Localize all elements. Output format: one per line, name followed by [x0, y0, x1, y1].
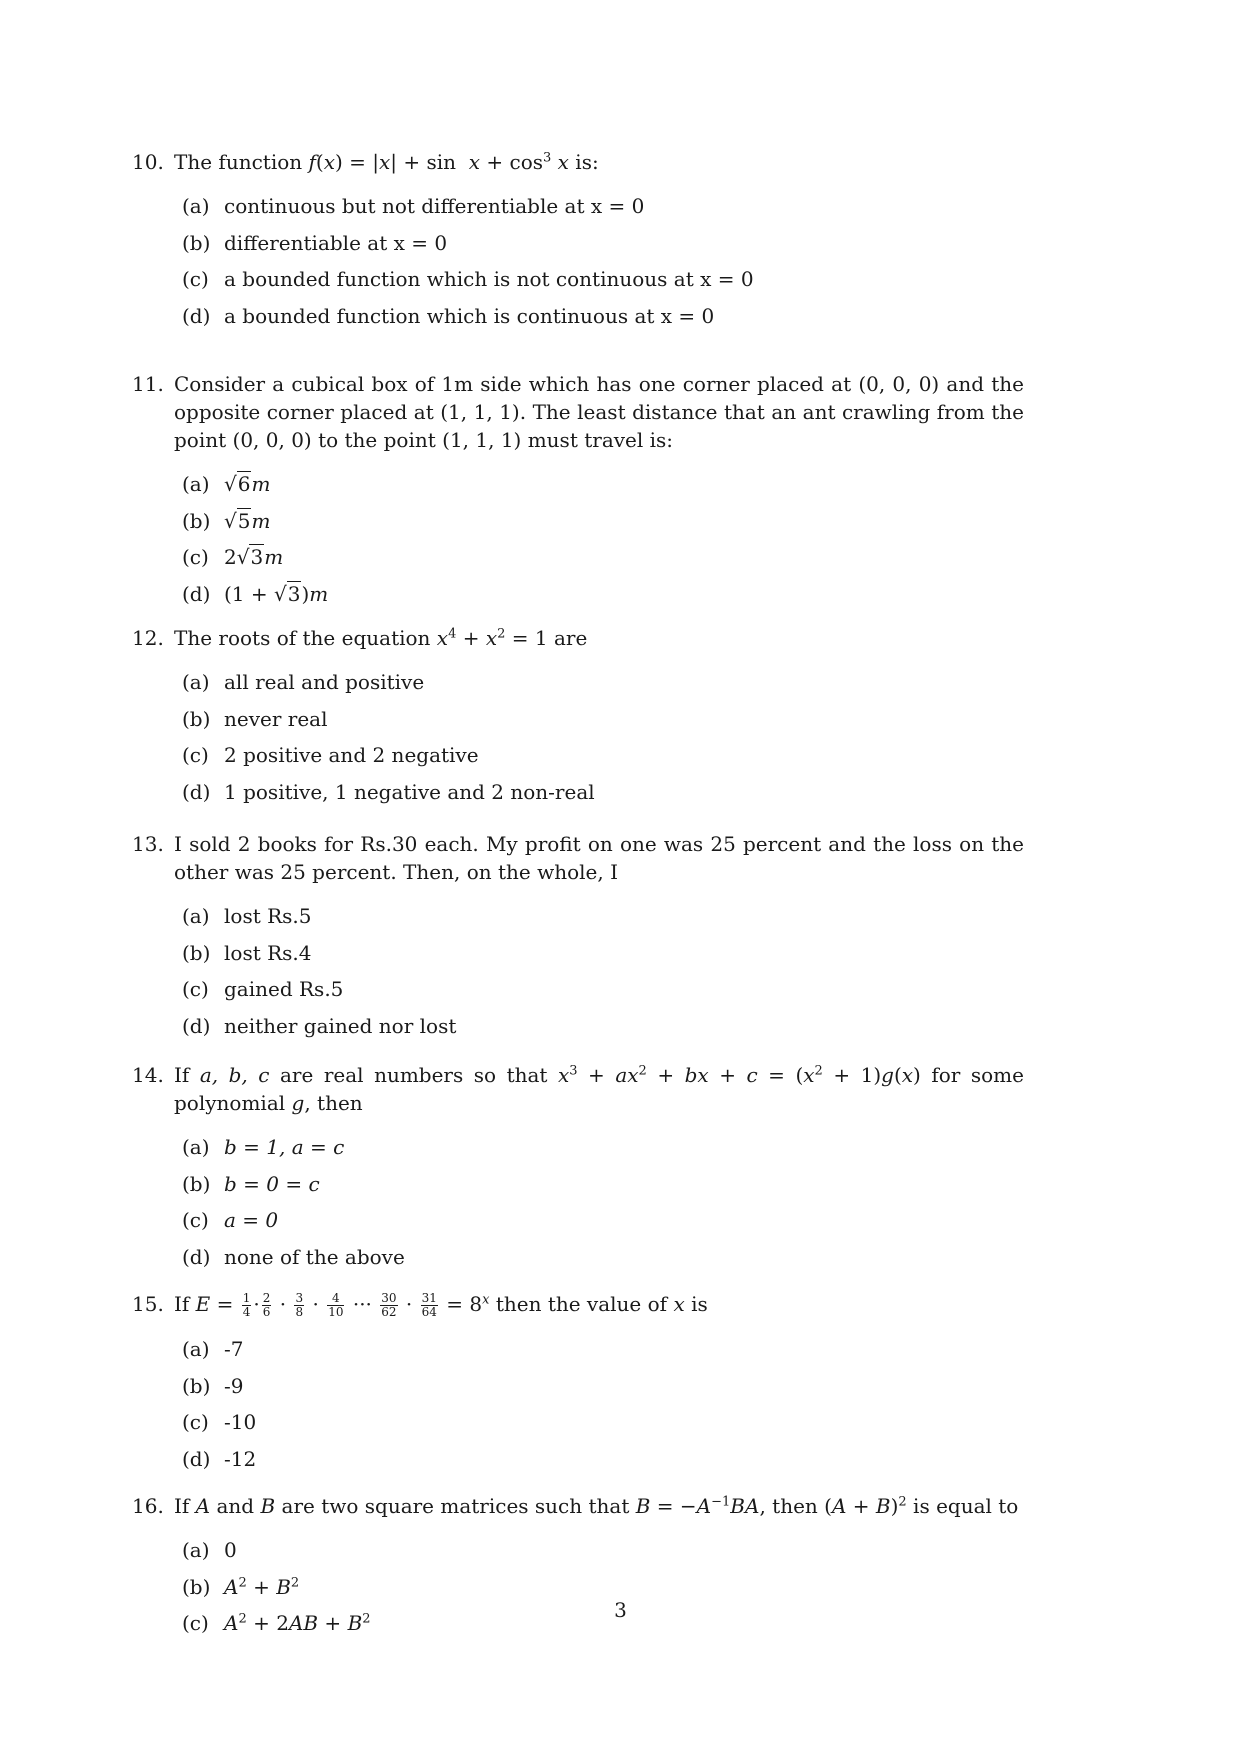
option-a: (a) all real and positive: [182, 670, 425, 694]
question-10: [132, 148, 1024, 338]
option-a: (a) -7: [182, 1337, 244, 1361]
options-list: [182, 668, 1024, 814]
option-d: (d) neither gained nor lost: [182, 1013, 457, 1038]
question-13: [132, 830, 1024, 1048]
option-d: (d) none of the above: [182, 1244, 405, 1269]
question-text: The roots of the equation $x^4 + x^2 = 1$ are: [174, 626, 588, 650]
option-b: (b) never real: [182, 706, 328, 731]
question-text: I sold 2 books for Rs.30 each. My profit on one was 25 percent and the loss on the other was 25 percent. Then, on the whole, I: [174, 832, 1024, 884]
option-a: (a) continuous but not differentiable at x = 0: [182, 194, 645, 218]
question-text: If a, b, c are real numbers so that $x^3 + ax^2$ + bx + $c = (x^2 + 1)g(x)$ for some polynomial g, then: [174, 1063, 1024, 1115]
options-list: [182, 1536, 1024, 1646]
option-d: (d) (1 + √3)m: [182, 581, 329, 606]
option-b: (b) b = 0 = c: [182, 1171, 320, 1196]
question-number: 12.: [132, 626, 164, 650]
question-text: Consider a cubical box of 1m side which has one corner placed at (0, 0, 0) and the opposite corner placed at (1, 1, 1). The least distance that an ant crawling from the point (0, 0, 0) to the point (1, 1, 1) must travel is:: [174, 372, 1024, 452]
option-b: (b) √5m: [182, 508, 271, 533]
question-number: 16.: [132, 1494, 164, 1518]
option-c: (c) 2√3m: [182, 545, 284, 569]
option-b: (b) differentiable at x = 0: [182, 230, 448, 255]
option-b: (b) $A^2 + B^2$: [182, 1574, 300, 1599]
page-number: 3: [614, 1598, 627, 1622]
option-d: (d) -12: [182, 1446, 257, 1471]
option-a: (a) 0: [182, 1538, 237, 1562]
option-b: (b) lost Rs.4: [182, 940, 312, 965]
question-number: 15.: [132, 1292, 164, 1316]
question-number: 14.: [132, 1063, 164, 1087]
option-d: (d) a bounded function which is continuous at x = 0: [182, 303, 715, 328]
option-c: (c) 2 positive and 2 negative: [182, 743, 479, 767]
question-14: [132, 1061, 1024, 1279]
question-15: [132, 1290, 1024, 1481]
options-list: [182, 1335, 1024, 1481]
option-d: (d) 1 positive, 1 negative and 2 non-real: [182, 779, 595, 804]
question-number: 10.: [132, 150, 164, 174]
question-number: 13.: [132, 832, 164, 856]
question-text: If A and B are two square matrices such that $B = -A^{-1}BA$, then $(A + B)^2$ is equal to: [174, 1494, 1019, 1518]
options-list: [182, 192, 1024, 338]
option-c: (c) -10: [182, 1410, 257, 1434]
question-number: 11.: [132, 372, 164, 396]
question-11: [132, 370, 1024, 616]
option-a: (a) √6m: [182, 472, 271, 496]
option-c: (c) a bounded function which is not continuous at x = 0: [182, 267, 754, 291]
question-text: If E = $\frac{1}{4}$ · $\frac{2}{6}$ · $\frac{3}{8}$ · $\frac{4}{10}$ ··· $\frac{30}{62}$ · $\frac{31}{64}$ = $8^x$ then the value of x is: [174, 1291, 708, 1319]
options-list: [182, 902, 1024, 1048]
option-c: (c) $A^2 + 2AB + B^2$: [182, 1611, 371, 1635]
option-a: (a) lost Rs.5: [182, 904, 312, 928]
question-text: The function $f(x) = |x| + \sin x + \cos^3 x$ is:: [174, 150, 599, 174]
option-a: (a) b = 1, a = c: [182, 1135, 345, 1159]
option-c: (c) gained Rs.5: [182, 977, 344, 1001]
question-16: [132, 1492, 1024, 1646]
options-list: [182, 470, 1024, 616]
option-c: (c) a = 0: [182, 1208, 279, 1232]
option-b: (b) -9: [182, 1373, 244, 1398]
options-list: [182, 1133, 1024, 1279]
question-12: [132, 624, 1024, 814]
